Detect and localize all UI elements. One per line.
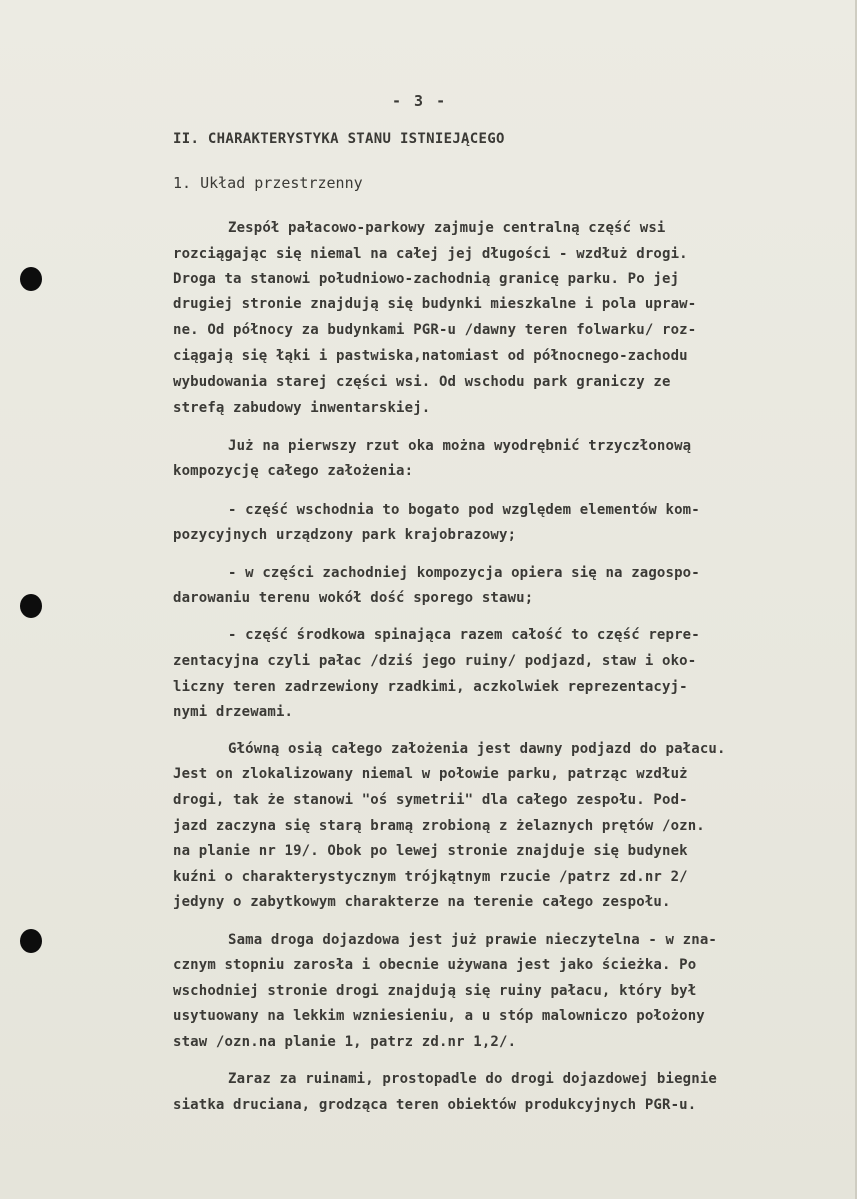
punch-hole — [20, 594, 42, 618]
text-line: Zaraz za ruinami, prostopadle do drogi dojazdowej biegnie — [228, 1071, 717, 1087]
text-line: Już na pierwszy rzut oka można wyodrębnić trzyczłonową — [228, 438, 692, 454]
text-line: - część wschodnia to bogato pod względem elementów kom- — [228, 502, 700, 518]
text-line: drogi, tak że stanowi "oś symetrii" dla całego zespołu. Pod- — [173, 792, 688, 808]
text-line: staw /ozn.na planie 1, patrz zd.nr 1,2/. — [173, 1034, 517, 1050]
text-line: kuźni o charakterystycznym trójkątnym rzucie /patrz zd.nr 2/ — [173, 869, 688, 885]
text-line: - część środkowa spinająca razem całość to część repre- — [228, 627, 700, 643]
text-line: Sama droga dojazdowa jest już prawie nieczytelna - w zna- — [228, 932, 717, 948]
text-line: strefą zabudowy inwentarskiej. — [173, 400, 431, 416]
text-line: cznym stopniu zarosła i obecnie używana jest jako ścieżka. Po — [173, 957, 697, 973]
text-line: ne. Od północy za budynkami PGR-u /dawny teren folwarku/ roz- — [173, 322, 697, 338]
text-line: drugiej stronie znajdują się budynki mieszkalne i pola upraw- — [173, 296, 697, 312]
text-line: liczny teren zadrzewiony rzadkimi, aczkolwiek reprezentacyj- — [173, 679, 688, 695]
text-line: darowaniu terenu wokół dość sporego stawu; — [173, 590, 534, 606]
section-heading: II. CHARAKTERYSTYKA STANU ISTNIEJĄCEGO — [173, 131, 505, 147]
text-line: kompozycję całego założenia: — [173, 463, 414, 479]
text-line: nymi drzewami. — [173, 704, 294, 720]
subsection-heading: 1. Układ przestrzenny — [173, 174, 363, 192]
text-line: wybudowania starej części wsi. Od wschodu park graniczy ze — [173, 374, 671, 390]
text-line: wschodniej stronie drogi znajdują się ruiny pałacu, który był — [173, 983, 697, 999]
punch-hole — [20, 267, 42, 291]
text-line: Jest on zlokalizowany niemal w połowie parku, patrząc wzdłuż — [173, 766, 688, 782]
text-line: zentacyjna czyli pałac /dziś jego ruiny/ podjazd, staw i oko- — [173, 653, 697, 669]
text-line: pozycyjnych urządzony park krajobrazowy; — [173, 527, 517, 543]
text-line: jedyny o zabytkowym charakterze na terenie całego zespołu. — [173, 894, 671, 910]
text-line: na planie nr 19/. Obok po lewej stronie znajduje się budynek — [173, 843, 688, 859]
text-line: siatka druciana, grodząca teren obiektów produkcyjnych PGR-u. — [173, 1097, 697, 1113]
page-number: - 3 - — [392, 92, 448, 110]
text-line: usytuowany na lekkim wzniesieniu, a u stóp malowniczo położony — [173, 1008, 705, 1024]
text-line: jazd zaczyna się starą bramą zrobioną z żelaznych prętów /ozn. — [173, 818, 705, 834]
punch-hole — [20, 929, 42, 953]
text-line: Główną osią całego założenia jest dawny podjazd do pałacu. — [228, 741, 726, 757]
text-line: Droga ta stanowi południowo-zachodnią granicę parku. Po jej — [173, 271, 680, 287]
text-line: - w części zachodniej kompozycja opiera się na zagospo- — [228, 565, 700, 581]
text-line: ciągają się łąki i pastwiska,natomiast od północnego-zachodu — [173, 348, 688, 364]
text-line: rozciągając się niemal na całej jej długości - wzdłuż drogi. — [173, 246, 688, 262]
text-line: Zespół pałacowo-parkowy zajmuje centralną część wsi — [228, 220, 666, 236]
